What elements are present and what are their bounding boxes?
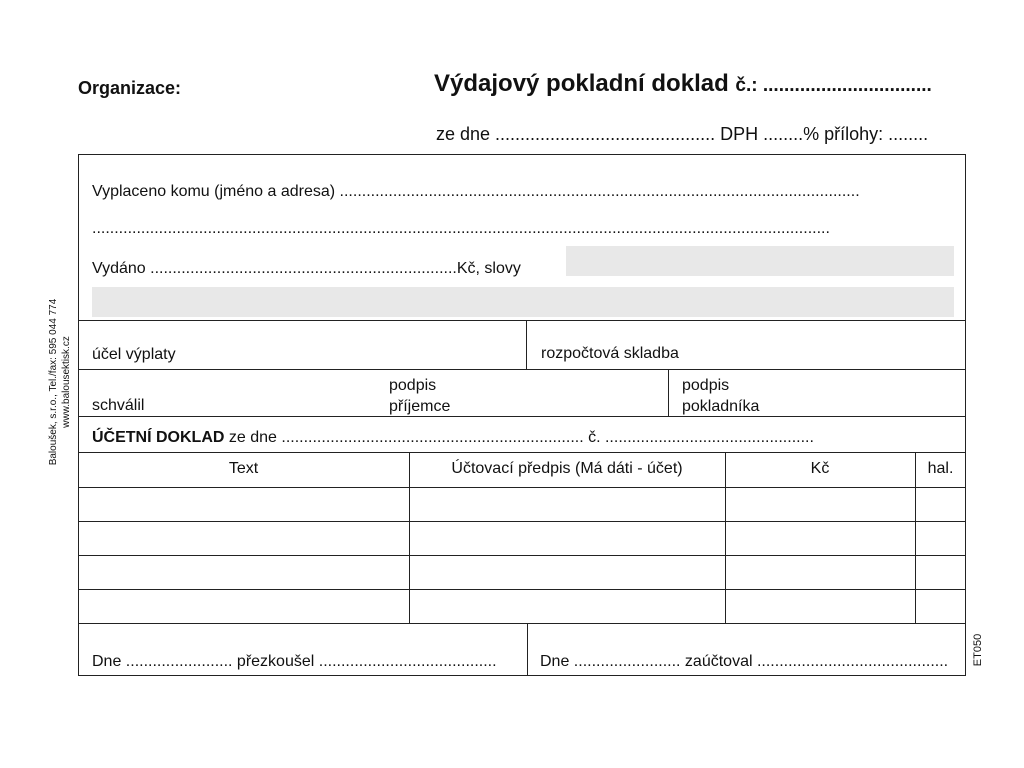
divider: [527, 623, 528, 676]
column-header-hal: hal.: [927, 460, 954, 477]
accounting-date-number-line: ze dne .................................................................... č. ...............................................: [224, 429, 814, 446]
divider: [78, 452, 966, 453]
approved-by-label: schválil: [92, 397, 145, 414]
recipient-signature-label: [389, 375, 450, 417]
divider: [668, 369, 669, 416]
organization-label: Organizace:: [78, 78, 182, 98]
column-header-posting: Účtovací předpis (Má dáti - účet): [451, 460, 683, 477]
document-title-text: Výdajový pokladní doklad: [434, 70, 729, 97]
table-row-divider: [78, 555, 966, 556]
divider: [526, 320, 527, 369]
amount-in-words-continuation-field: [92, 287, 954, 317]
cashier-signature-label: [682, 375, 759, 417]
table-row-divider: [78, 589, 966, 590]
column-header-text: Text: [228, 460, 259, 477]
posted-by-line: Dne ........................ zaúčtoval ...........................................: [540, 653, 949, 670]
document-number-field: č.: ................................: [735, 75, 932, 96]
budget-composition-label: rozpočtová skladba: [541, 345, 679, 362]
divider: [78, 369, 966, 370]
recipient-signature-label-line-1: podpis: [389, 377, 437, 394]
divider: [78, 623, 966, 624]
amount-in-words-field: [566, 246, 954, 276]
accounting-document-title: ÚČETNÍ DOKLAD: [92, 429, 225, 446]
issued-amount-line: Vydáno .....................................................................Kč, slovy: [92, 260, 521, 277]
cashier-signature-label-line-2: pokladníka: [682, 398, 760, 415]
printer-imprint-line-1: Baloušek, s.r.o., Tel./fax: 595 044 774: [48, 298, 59, 466]
table-row-divider: [78, 487, 966, 488]
table-row-divider: [78, 521, 966, 522]
divider: [78, 416, 966, 417]
recipient-signature-label-line-2: příjemce: [389, 398, 451, 415]
cashier-signature-label-line-1: podpis: [682, 377, 730, 394]
form-code: ET050: [972, 633, 984, 667]
recipient-continuation-line: ......................................................................................................................................................................: [92, 220, 830, 237]
checked-by-line: Dne ........................ přezkoušel ........................................: [92, 653, 497, 670]
printer-imprint: [47, 299, 73, 466]
accounting-document-heading: [92, 429, 814, 447]
date-vat-attachments-line: ze dne ............................................ DPH ........% přílohy: ........: [436, 124, 929, 144]
divider: [78, 320, 966, 321]
document-title: [434, 70, 932, 98]
printer-imprint-line-2: www.balousektisk.cz: [61, 336, 72, 428]
column-header-czk: Kč: [810, 460, 830, 477]
recipient-line: Vyplaceno komu (jméno a adresa) .....................................................................................................................: [92, 183, 860, 200]
purpose-label: účel výplaty: [92, 346, 176, 363]
